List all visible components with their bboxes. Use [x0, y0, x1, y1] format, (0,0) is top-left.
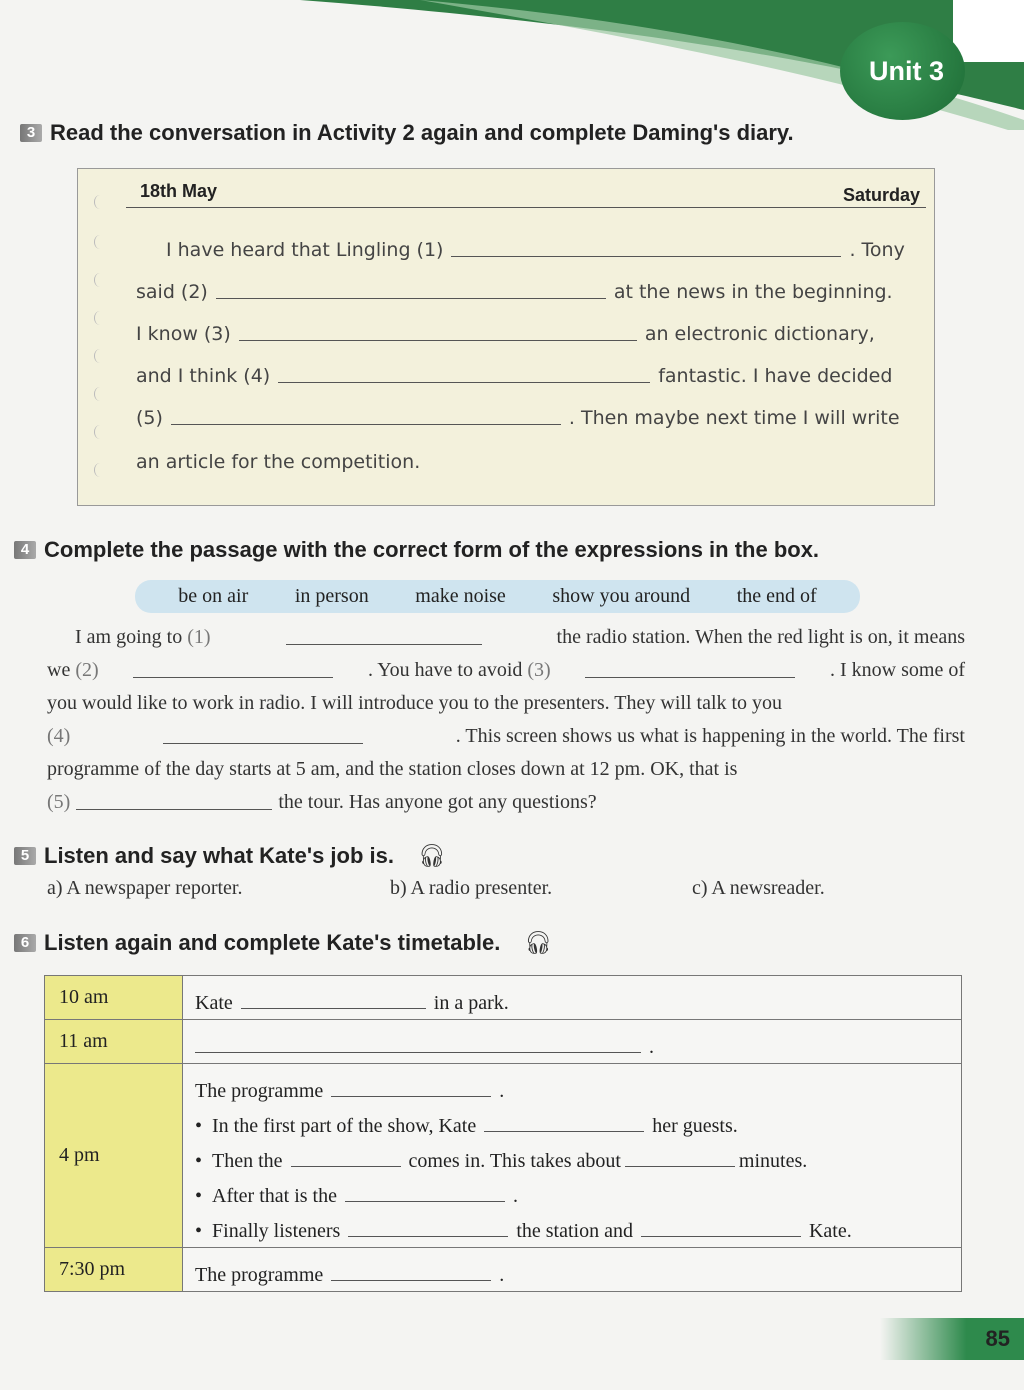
passage-text: programme of the day starts at 5 am, and the station closes down at 12 pm. OK, that is	[47, 758, 738, 780]
expression: make noise	[415, 585, 506, 607]
activity-number: 6	[14, 934, 36, 952]
passage-text: . You have to avoid	[367, 659, 523, 681]
activity-title: Read the conversation in Activity 2 again and complete Daming's diary.	[50, 120, 794, 145]
ring-icon	[94, 349, 106, 363]
cell-text: in a park.	[433, 992, 509, 1014]
blank-number: (3)	[527, 659, 551, 681]
table-row	[45, 976, 962, 1020]
timetable	[44, 975, 962, 1292]
passage-line	[47, 791, 965, 814]
headphones-icon: 🎧︎	[524, 930, 553, 956]
blank[interactable]	[345, 1201, 505, 1202]
activity-5-heading	[14, 843, 446, 869]
cell-text: comes in. This takes about	[408, 1150, 621, 1172]
diary-text: (5)	[136, 407, 163, 429]
cell-text: Kate.	[808, 1220, 852, 1242]
passage-text: the tour. Has anyone got any questions?	[278, 791, 597, 813]
bullet-icon: •	[195, 1220, 203, 1242]
cell-text: Kate	[195, 992, 233, 1014]
blank[interactable]	[331, 1280, 491, 1281]
activity-number: 4	[14, 541, 36, 559]
diary-text: . Then maybe next time I will write	[568, 407, 900, 429]
passage-text: we	[47, 659, 71, 681]
activity-title: Listen and say what Kate's job is.	[44, 843, 394, 868]
passage-line	[47, 725, 965, 748]
activity-6-heading	[14, 930, 552, 956]
table-row	[45, 1020, 962, 1064]
blank[interactable]	[291, 1166, 401, 1167]
bullet-icon: •	[195, 1185, 203, 1207]
blank-number: (5)	[47, 791, 71, 813]
time-cell: 10 am	[45, 976, 183, 1020]
cell-text: .	[499, 1080, 505, 1102]
cell-text: In the first part of the show, Kate	[212, 1115, 477, 1137]
blank-4[interactable]	[278, 382, 650, 383]
ring-icon	[94, 463, 106, 477]
activity-title: Listen again and complete Kate's timetable.	[44, 930, 501, 955]
blank-5[interactable]	[76, 809, 272, 810]
blank-2[interactable]	[216, 298, 606, 299]
diary-text: and I think (4)	[136, 365, 271, 387]
diary-text: at the news in the beginning.	[613, 281, 893, 303]
corner-patch	[953, 0, 1024, 62]
blank[interactable]	[195, 1052, 641, 1053]
blank[interactable]	[241, 1008, 426, 1009]
blank[interactable]	[348, 1236, 508, 1237]
ring-icon	[94, 387, 106, 401]
table-row	[45, 1064, 962, 1248]
blank[interactable]	[484, 1131, 644, 1132]
diary-text: an electronic dictionary,	[644, 323, 875, 345]
cell-text: Finally listeners	[212, 1220, 341, 1242]
headphones-icon: 🎧︎	[418, 843, 446, 869]
blank[interactable]	[641, 1236, 801, 1237]
ring-icon	[94, 273, 106, 287]
passage-line	[47, 692, 965, 715]
blank-3[interactable]	[239, 340, 637, 341]
passage-text: you would like to work in radio. I will introduce you to the presenters. They will talk to you	[47, 692, 783, 714]
expression-box	[135, 580, 860, 613]
diary-text: an article for the competition.	[136, 451, 421, 473]
blank[interactable]	[625, 1166, 735, 1167]
blank-2[interactable]	[133, 677, 333, 678]
time-cell: 7:30 pm	[45, 1248, 183, 1292]
blank-number: (1)	[187, 626, 211, 648]
passage-text: . This screen shows us what is happening in the world. The first	[455, 725, 965, 747]
passage-text: the radio station. When the red light is on, it means	[556, 626, 965, 648]
cell-text: Then the	[212, 1150, 283, 1172]
blank-number: (2)	[75, 659, 99, 681]
expression: show you around	[552, 585, 691, 607]
unit-badge: Unit 3	[840, 22, 965, 120]
activity-number: 5	[14, 847, 36, 865]
bullet-icon: •	[195, 1150, 203, 1172]
cell-text: The programme	[195, 1264, 324, 1286]
activity-number: 3	[20, 124, 42, 142]
expression: in person	[294, 585, 369, 607]
table-row	[45, 1248, 962, 1292]
cell-text: .	[499, 1264, 505, 1286]
diary-text: . Tony	[849, 239, 905, 261]
activity-4-heading	[14, 537, 819, 563]
blank-1[interactable]	[451, 256, 841, 257]
diary-text: I have heard that Lingling (1)	[166, 239, 444, 261]
time-cell: 11 am	[45, 1020, 183, 1064]
diary-text: I know (3)	[136, 323, 231, 345]
expression: be on air	[178, 585, 249, 607]
cell-text: the station and	[516, 1220, 633, 1242]
ring-icon	[94, 311, 106, 325]
cell-text: .	[512, 1185, 518, 1207]
passage-text: . I know some of	[830, 659, 965, 681]
ring-icon	[94, 425, 106, 439]
activity-title: Complete the passage with the correct form of the expressions in the box.	[44, 537, 820, 562]
blank-3[interactable]	[585, 677, 795, 678]
option-c: c) A newsreader.	[692, 877, 825, 899]
cell-text: minutes.	[738, 1150, 808, 1172]
time-cell: 4 pm	[45, 1064, 183, 1248]
passage-text: I am going to	[75, 626, 183, 648]
option-a: a) A newspaper reporter.	[47, 877, 243, 899]
blank-1[interactable]	[286, 644, 482, 645]
diary-date: 18th May	[140, 181, 218, 201]
blank[interactable]	[331, 1096, 491, 1097]
option-b: b) A radio presenter.	[390, 877, 553, 899]
activity-3-heading	[20, 120, 794, 146]
passage-line	[47, 626, 965, 649]
blank-number: (4)	[47, 725, 71, 747]
page-number: 85	[880, 1318, 1024, 1360]
blank-4[interactable]	[163, 743, 363, 744]
cell-text: The programme	[195, 1080, 324, 1102]
diary-text: said (2)	[136, 281, 208, 303]
cell-text: After that is the	[212, 1185, 337, 1207]
passage-line	[47, 659, 965, 682]
ring-icon	[94, 195, 106, 209]
cell-text: .	[649, 1036, 654, 1058]
expression: the end of	[736, 585, 817, 607]
diary-text: fantastic. I have decided	[658, 365, 893, 387]
passage-line	[47, 758, 965, 781]
bullet-icon: •	[195, 1115, 203, 1137]
diary-box	[77, 168, 935, 506]
cell-text: her guests.	[652, 1115, 738, 1137]
diary-day: Saturday	[842, 185, 920, 205]
ring-icon	[94, 235, 106, 249]
blank-5[interactable]	[171, 424, 561, 425]
